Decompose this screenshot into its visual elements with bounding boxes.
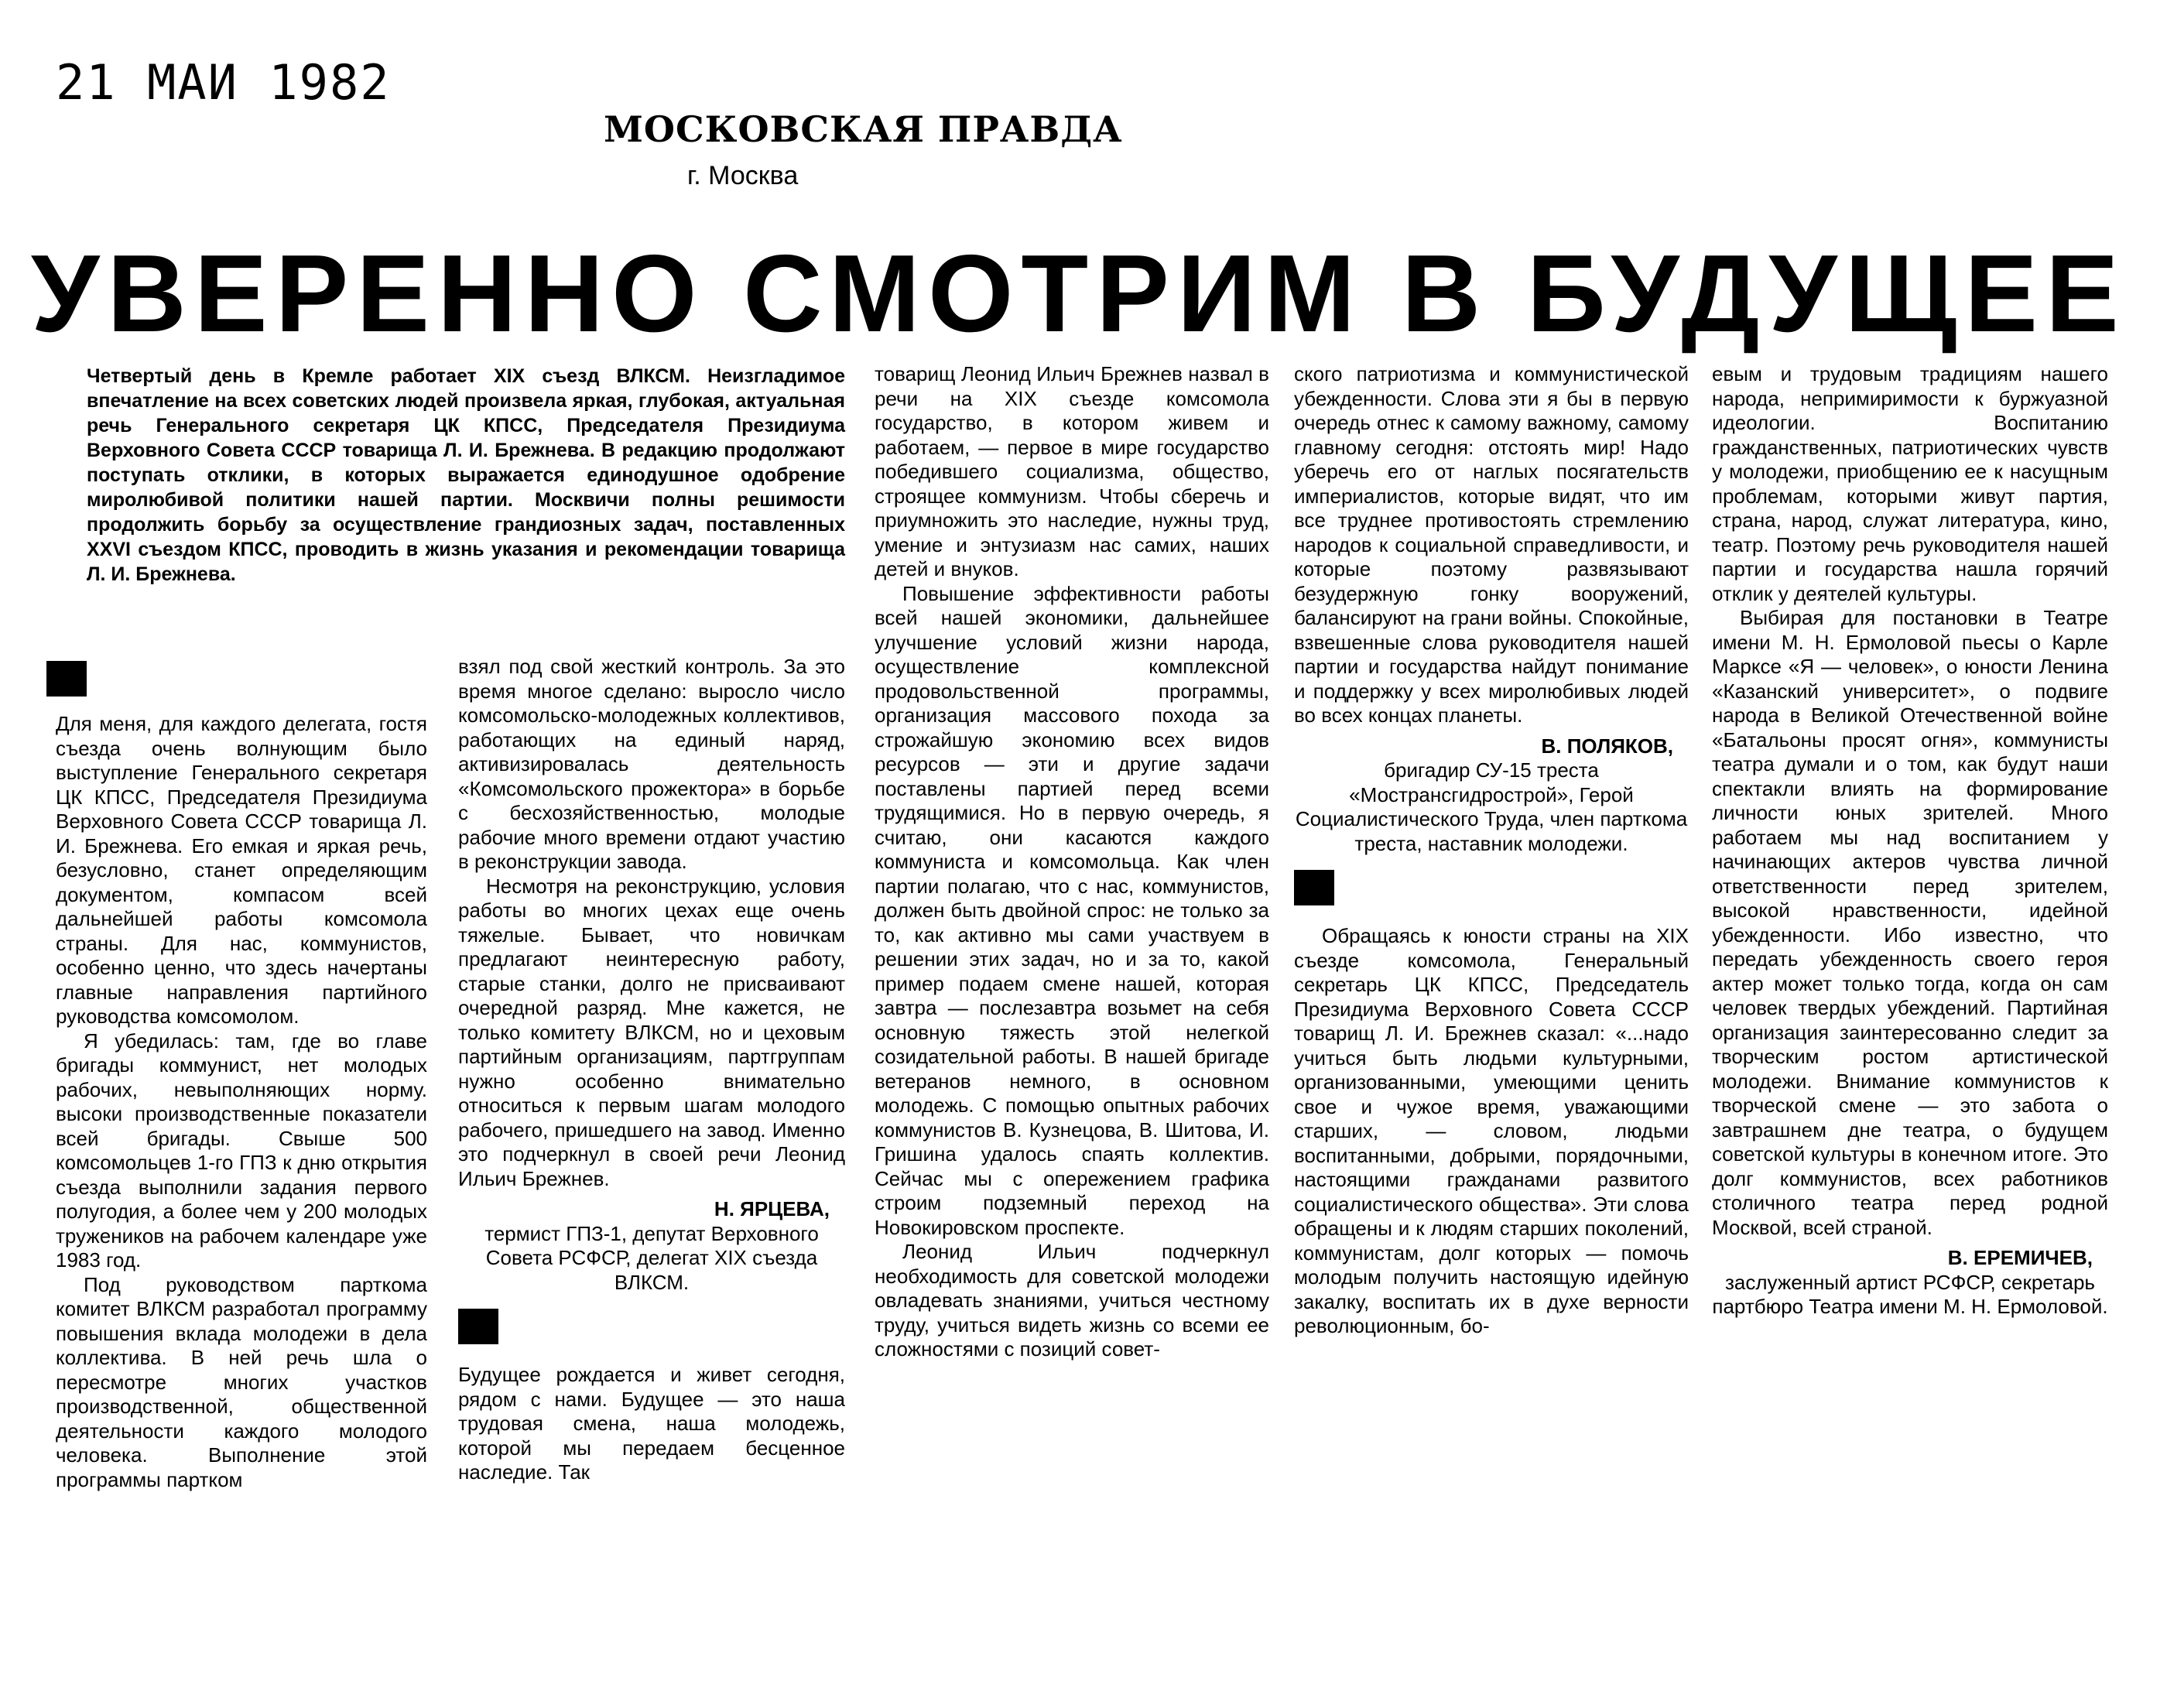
signature-block (1712, 1246, 2108, 1320)
author-role: бригадир СУ-15 треста «Мострансгидрострой», Герой Социалистического Труда, член парткома треста, наставник молодежи. (1295, 758, 1688, 855)
date-stamp: 21 МАИ 1982 (56, 54, 391, 111)
lead-paragraph: Четвертый день в Кремле работает XIX съезд ВЛКСМ. Неизгладимое впечатление на всех советских людей произвела яркая, глубокая, актуальная речь Генерального секретаря ЦК КПСС, Председателя Президиума Верховного Совета СССР товарища Л. И. Брежнева. В редакцию продолжают поступать отклики, в которых выражается единодушное одобрение миролюбивой политики нашей партии. Москвичи полны решимости продолжить борьбу за осуществление грандиозных задач, поставленных XXVI съездом КПСС, проводить в жизнь указания и рекомендации товарища Л. И. Брежнева. (87, 365, 845, 585)
column-3 (875, 362, 1269, 1362)
author-name: В. ЕРЕМИЧЕВ, (1947, 1246, 2093, 1269)
paragraph: Леонид Ильич подчеркнул необходимость для советской молодежи овладевать знаниями, учиться честному труду, учиться видеть жизнь со всеми ее сложностями с позиций совет- (875, 1240, 1269, 1361)
paragraph: Обращаясь к юности страны на XIX съезде комсомола, Генеральный секретарь ЦК КПСС, Председатель Президиума Верховного Совета СССР товарищ Л. И. Брежнев сказал: «...надо учиться быть людьми культурными, организованными, умеющими ценить свое и чужое время, уважающими старших, — словом, людьми воспитанными, добрыми, порядочными, настоящими гражданами развитого социалистического общества». Эти слова обращены и к людям старших поколений, коммунистам, долг которых — помочь молодым получить настоящую идейную закалку, воспитать их в духе верности революционным, бо- (1294, 924, 1689, 1337)
author-role: термист ГПЗ-1, депутат Верховного Совета РСФСР, делегат XIX съезда ВЛКСМ. (484, 1221, 819, 1294)
paragraph: евым и трудовым традициям нашего народа, непримиримости к буржуазной идеологии. Воспитанию гражданственных, патриотических чувств у молодежи, приобщению ее к насущным проблемам, которыми живут партия, страна, народ, служат литература, кино, театр. Поэтому речь руководителя нашей партии и государства нашла горячий отклик у деятелей культуры. (1712, 362, 2108, 605)
paragraph: Несмотря на реконструкцию, условия работы во многих цехах еще очень тяжелые. Бывает, что новичкам предлагают неинтересную работу, старые станки, долго не присваивают очередной разряд. Мне кажется, не только комитету ВЛКСМ, но и цеховым партийным организациям, партгруппам нужно особенно внимательно относиться к первым шагам молодого рабочего, пришедшего на завод. Именно это подчеркнул в своей речи Леонид Ильич Брежнев. (458, 874, 845, 1190)
paragraph: Я убедилась: там, где во главе бригады коммунист, нет молодых рабочих, невыполняющих норму. высоки производственные показатели всей бригады. Свыше 500 комсомольцев 1-го ГПЗ к дню открытия съезда выполнили задания первого полугодия, а более чем у 200 молодых тружеников на рабочем календаре уже 1983 год. (56, 1029, 427, 1272)
headline: УВЕРЕННО СМОТРИМ В БУДУЩЕЕ (31, 232, 2127, 355)
paragraph: взял под свой жесткий контроль. За это время многое сделано: выросло число комсомольско-молодежных коллективов, работающих на единый наряд, активизировалась деятельность «Комсомольского прожектора» в борьбе с бесхозяйственностью, молодые рабочие много времени отдают участию в реконструкции завода. (458, 655, 845, 873)
signature-block (458, 1197, 845, 1295)
column-4 (1294, 362, 1689, 1339)
section-marker (458, 1309, 498, 1344)
paragraph: Под руководством парткома комитет ВЛКСМ разработал программу повышения вклада молодежи в дела коллектива. В ней речь шла о пересмотре многих участков производственной, общественной деятельности каждого молодого человека. Выполнение этой программы партком (56, 1272, 427, 1491)
paragraph: Будущее рождается и живет сегодня, рядом с нами. Будущее — это наша трудовая смена, наша молодежь, которой мы передаем бесценное наследие. Так (458, 1363, 845, 1484)
section-marker (46, 661, 87, 697)
section-marker (1294, 870, 1334, 905)
paragraph: товарищ Леонид Ильич Брежнев назвал в речи на XIX съезде комсомола государство, в котором живем и работаем, — первое в мире государство победившего социализма, общество, строящее коммунизм. Чтобы сберечь и приумножить это наследие, нужны труд, умение и энтузиазм нас самих, наших детей и внуков. (875, 362, 1269, 580)
column-2 (458, 655, 845, 1485)
signature-block (1294, 734, 1689, 857)
column-5 (1712, 362, 2108, 1320)
author-role: заслуженный артист РСФСР, секретарь партбюро Театра имени М. Н. Ермоловой. (1712, 1270, 2108, 1318)
author-name: Н. ЯРЦЕВА, (714, 1197, 830, 1220)
city-label: г. Москва (687, 161, 799, 190)
paragraph: Для меня, для каждого делегата, гостя съезда очень волнующим было выступление Генерального секретаря ЦК КПСС, Председателя Президиума Верховного Совета СССР товарища Л. И. Брежнева. Его емкая и яркая речь, безусловно, станет определяющим документом, компасом всей дальнейшей работы комсомола страны. Для нас, коммунистов, особенно ценно, что здесь начертаны главные направления партийного руководства комсомолом. (56, 712, 427, 1028)
paragraph: Выбирая для постановки в Театре имени М. Н. Ермоловой пьесы о Карле Марксе «Я — человек», о юности Ленина «Казанский университет», о подвиге народа в Великой Отечественной войне «Батальоны просят огня», коммунисты театра думали и о том, как будут наши спектакли влиять на формирование личности юных зрителей. Много работаем мы над воспитанием у начинающих актеров чувства личной ответственности перед зрителем, высокой нравственности, идейной убежденности. Ибо известно, что передать убежденность своего героя актер может только тогда, когда он сам человек твердых убеждений. Партийная организация заинтересованно следит за творческим ростом артистической молодежи. Внимание коммунистов к творческой смене — это забота о завтрашнем дне театра, о будущем советской культуры в конечном итоге. Это долг коммунистов, всех работников столичного театра перед родной Москвой, всей страной. (1712, 606, 2108, 1239)
author-name: В. ПОЛЯКОВ, (1541, 734, 1673, 758)
paragraph: Повышение эффективности работы всей нашей экономики, дальнейшее улучшение условий жизни народа, осуществление комплексной продовольственной программы, организация массового похода за строжайшую экономию всех видов ресурсов — эти и другие задачи поставлены партией перед всеми трудящимися. Но в первую очередь, я считаю, они касаются каждого коммуниста и комсомольца. Как член партии полагаю, что с нас, коммунистов, должен быть двойной спрос: не только за то, как активно мы сами участвуем в решении этих задач, но и за то, какой пример подаем смене нашей, которая завтра — послезавтра возьмет на себя основную тяжесть этой нелегкой созидательной работы. В нашей бригаде ветеранов немного, в основном молодежь. С помощью опытных рабочих коммунистов В. Кузнецова, В. Шитова, И. Гришина удалось спаять коллектив. Сейчас мы с опережением графика строим подземный переход на Новокировском проспекте. (875, 581, 1269, 1239)
newspaper-name: МОСКОВСКАЯ ПРАВДА (604, 108, 1123, 150)
column-1 (56, 712, 427, 1492)
paragraph: ского патриотизма и коммунистической убежденности. Слова эти я бы в первую очередь отнес к самому важному, самому главному сегодня: отстоять мир! Надо уберечь его от наглых посягательств империалистов, которые видят, что им все труднее противостоять стремлению народов к социальной справедливости, и которые поэтому развязывают безудержную гонку вооружений, балансируют на грани войны. Спокойные, взвешенные слова руководителя нашей партии и государства найдут понимание и поддержку у всех миролюбивых людей во всех концах планеты. (1294, 362, 1689, 727)
